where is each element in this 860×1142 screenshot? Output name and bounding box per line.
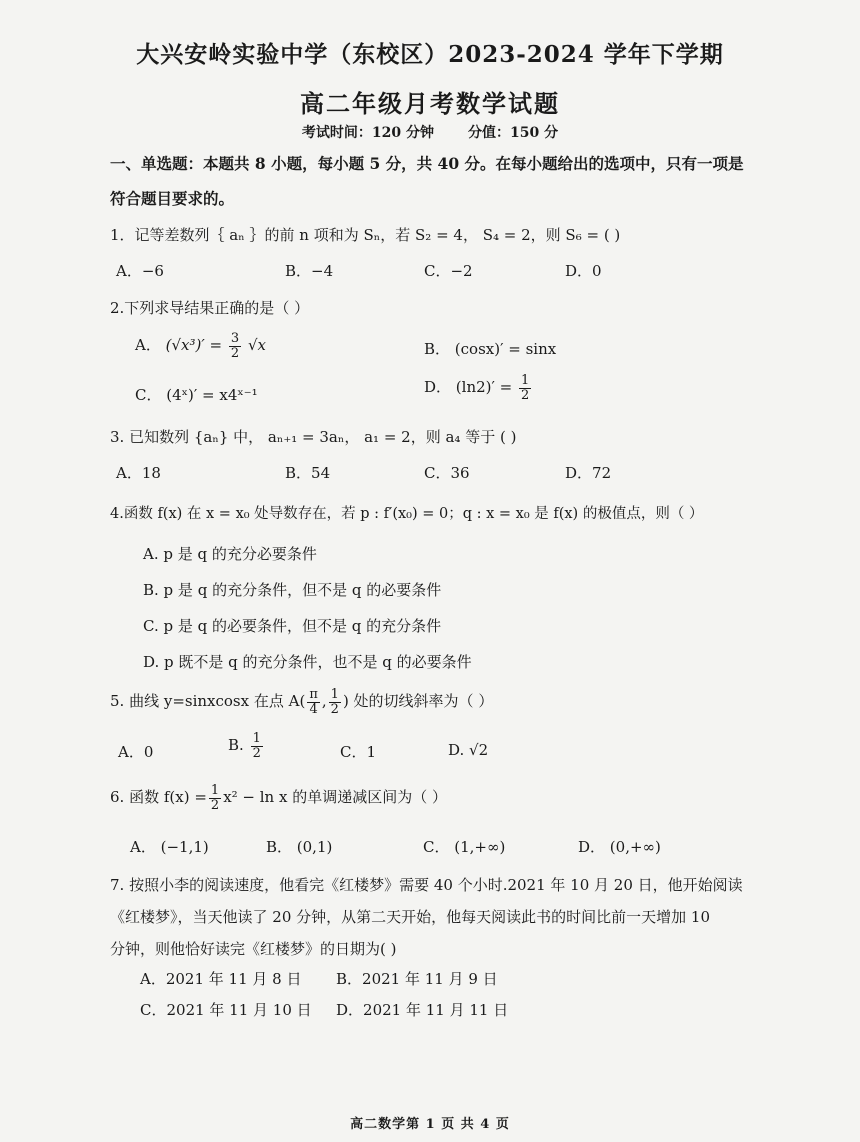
- question-4-option-c: C. p 是 q 的必要条件，但不是 q 的充分条件: [143, 617, 442, 635]
- fraction: [209, 784, 221, 812]
- fraction-one-half: [329, 688, 341, 716]
- question-7-option-d: D．2021 年 11 月 11 日: [336, 1001, 509, 1019]
- fraction-denominator: 2: [210, 797, 220, 813]
- fraction: [251, 732, 263, 760]
- question-2-option-c: C． (4ˣ)′ = x4ˣ⁻¹: [135, 386, 258, 404]
- question-4-option-d: D. p 既不是 q 的充分条件，也不是 q 的必要条件: [143, 653, 472, 671]
- question-7-option-a: A．2021 年 11 月 8 日: [140, 970, 302, 988]
- question-3-option-b: B．54: [285, 464, 331, 482]
- question-5-option-d: D. √2: [448, 741, 489, 759]
- question-3-stem: 3. 已知数列 {aₙ} 中， aₙ₊₁ = 3aₙ， a₁ = 2，则 a₄ 等于 ( ): [110, 428, 517, 446]
- fraction: [519, 374, 531, 402]
- question-6-option-d: D． (0,+∞): [578, 838, 661, 856]
- fraction-numerator: π: [309, 687, 318, 702]
- formula-tail: √x: [247, 336, 266, 355]
- exam-title-line1: 大兴安岭实验中学（东校区）2023-2024 学年下学期: [136, 41, 724, 68]
- question-4-option-a: A. p 是 q 的充分必要条件: [143, 545, 317, 563]
- exam-time: 考试时间：120 分钟: [301, 125, 434, 141]
- question-6-option-b: B． (0,1): [266, 838, 333, 856]
- fraction-numerator: 1: [252, 731, 261, 746]
- option-label: D． (ln2)′ =: [424, 378, 513, 397]
- question-2-stem: 2.下列求导结果正确的是（ ）: [110, 299, 310, 317]
- stem-text: ) 处的切线斜率为（ ）: [342, 692, 494, 711]
- question-1-stem: 1．记等差数列｛ aₙ ｝的前 n 项和为 Sₙ，若 S₂ = 4， S₄ = 2，则 S₆ = ( ): [110, 226, 621, 244]
- question-1-option-d: D．0: [565, 262, 602, 280]
- option-label: A．: [135, 336, 161, 355]
- question-7-option-c: C．2021 年 11 月 10 日: [140, 1001, 312, 1019]
- fraction-numerator: 1: [210, 783, 220, 798]
- page-footer: 高二数学第 1 页 共 4 页: [350, 1117, 510, 1132]
- fraction-denominator: 2: [330, 701, 339, 717]
- question-3-option-c: C．36: [424, 464, 470, 482]
- question-7-stem-line2: 《红楼梦》，当天他读了 20 分钟，从第二天开始，他每天阅读此书的时间比前一天增加 10: [110, 908, 710, 926]
- question-4-stem: 4.函数 f(x) 在 x = x₀ 处导数存在，若 p : f′(x₀) = 0；q : x = x₀ 是 f(x) 的极值点，则（ ）: [110, 506, 704, 522]
- question-1-option-a: A．−6: [116, 262, 164, 280]
- fraction-denominator: 4: [309, 701, 318, 717]
- fraction-numerator: 3: [230, 331, 240, 346]
- fraction-numerator: 1: [330, 687, 339, 702]
- fraction-denominator: 2: [230, 345, 240, 361]
- exam-score: 分值：150 分: [468, 125, 559, 141]
- question-6-stem: [110, 784, 447, 812]
- section-heading: 一、单选题：本题共 8 小题，每小题 5 分，共 40 分。在每小题给出的选项中，只有一项是: [110, 154, 744, 173]
- question-5-option-b: [228, 732, 265, 760]
- fraction: [229, 332, 241, 360]
- fraction-denominator: 2: [252, 745, 261, 761]
- question-6-option-c: C． (1,+∞): [423, 838, 506, 856]
- question-2-option-d: [424, 374, 533, 402]
- option-label: B.: [228, 736, 244, 755]
- exam-meta: [0, 122, 860, 142]
- fraction-numerator: 1: [521, 373, 530, 388]
- fraction-pi-over-4: [307, 688, 320, 716]
- question-3-option-a: A．18: [116, 464, 161, 482]
- question-7-stem-line3: 分钟，则他恰好读完《红楼梦》的日期为( ): [110, 940, 397, 958]
- stem-text: 5. 曲线 y=sinxcosx 在点 A(: [110, 692, 306, 711]
- formula: (√x³)′ =: [165, 336, 223, 355]
- exam-title-line2: 高二年级月考数学试题: [300, 89, 560, 118]
- question-4-option-b: B. p 是 q 的充分条件，但不是 q 的必要条件: [143, 581, 442, 599]
- question-2-option-b: B． (cosx)′ = sinx: [424, 340, 557, 358]
- question-2-option-a: [135, 332, 266, 360]
- question-5-option-a: A．0: [118, 743, 154, 761]
- question-7-stem-line1: 7. 按照小李的阅读速度，他看完《红楼梦》需要 40 个小时.2021 年 10 月 20 日，他开始阅读: [110, 876, 743, 894]
- section-heading-cont: 符合题目要求的。: [110, 189, 235, 208]
- question-3-option-d: D．72: [565, 464, 612, 482]
- question-5-option-c: C．1: [340, 743, 377, 761]
- question-1-option-c: C．−2: [424, 262, 473, 280]
- question-6-option-a: A． (−1,1): [130, 838, 209, 856]
- stem-text: 6. 函数 f(x) =: [110, 788, 207, 807]
- stem-text: x² − ln x 的单调递减区间为（ ）: [223, 788, 447, 807]
- fraction-denominator: 2: [521, 387, 530, 403]
- question-5-stem: 5. 曲线 y=sinxcosx 在点 A( $\frac{\pi}{4}$ , $\frac{1}{2}$ ) 处的切线斜率为（ ）: [110, 687, 494, 717]
- question-7-option-b: B．2021 年 11 月 9 日: [336, 970, 498, 988]
- question-1-option-b: B．−4: [285, 262, 334, 280]
